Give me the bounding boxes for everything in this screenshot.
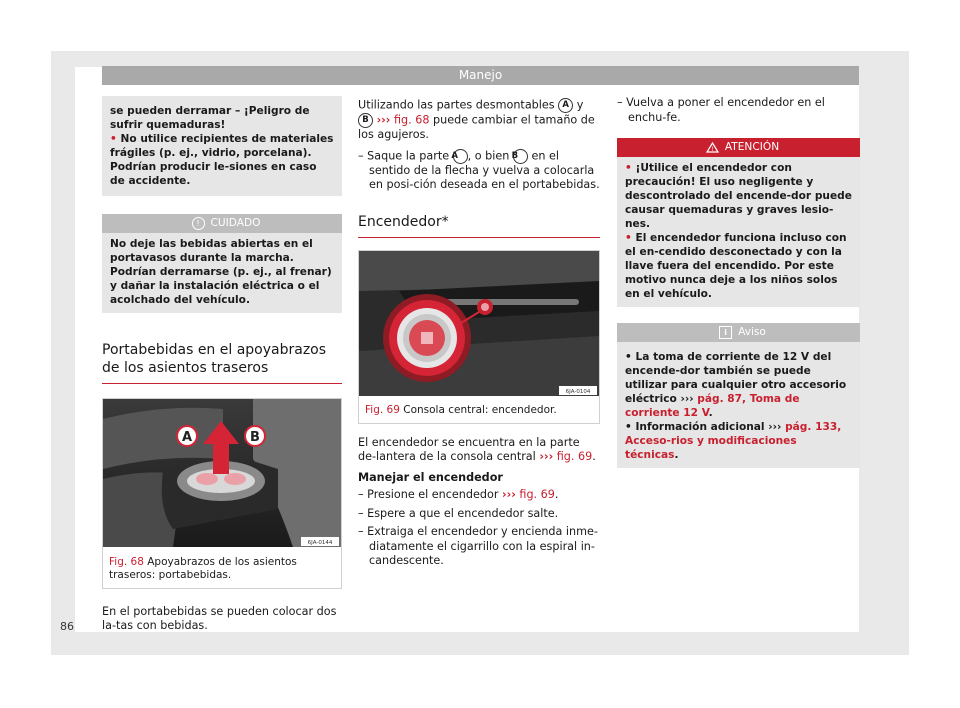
part-b-badge: B [358, 113, 373, 128]
aviso-box [617, 323, 860, 468]
aviso-bullet: • La toma de corriente de 12 V del encende-dor también se puede utilizar para cualquier otro accesorio eléctrico ››› pág. 87, Toma de corriente 12 V. [625, 351, 847, 419]
attention-bullet: • ¡Utilice el encendedor con precaución! El uso negligente y descontrolado del encende-dor puede causar quemaduras y graves lesio-nes. [625, 162, 852, 230]
figure-label-a: A [181, 430, 193, 445]
link-arrow: ››› [680, 393, 694, 405]
column-2 [358, 98, 600, 569]
step-extract: – Extraiga el encendedor y encienda inme-diatamente el cigarrillo con la espiral in-candescente. [358, 525, 598, 567]
lighter-location-paragraph: El encendedor se encuentra en la parte de-lantera de la consola central ››› fig. 69. [358, 435, 596, 463]
subheading-manejar: Manejar el encendedor [358, 470, 503, 484]
link-arrow: ››› [376, 113, 391, 127]
figure-69 [358, 250, 600, 424]
page-number: 86 [60, 620, 74, 633]
figure-69-caption [359, 400, 599, 423]
attention-heading: ATENCIÓN [724, 141, 780, 153]
section-title-encendedor: Encendedor* [358, 213, 600, 238]
attention-box [617, 138, 860, 307]
info-icon: i [719, 326, 732, 339]
warning-triangle-icon [706, 142, 719, 153]
fig-69-link[interactable]: fig. 69 [556, 450, 593, 463]
column-3 [617, 96, 860, 468]
lighter-console-image [359, 251, 599, 396]
link-arrow: ››› [768, 421, 782, 433]
aviso-body [617, 342, 860, 468]
bullet-icon: • [625, 162, 632, 174]
figure-68-caption [103, 552, 341, 588]
part-a-badge: A [558, 98, 573, 113]
step-press: – Presione el encendedor ››› fig. 69. [358, 488, 559, 501]
bullet-icon: • [625, 351, 632, 363]
svg-text:!: ! [711, 145, 714, 153]
step-reinsert: – Vuelva a poner el encendedor en el enchu-fe. [617, 96, 825, 124]
armrest-cupholder-image [103, 399, 341, 547]
caption-text: Consola central: encendedor. [403, 404, 557, 416]
page-133-link[interactable]: pág. 133, Acceso-rios y modificaciones técnicas [625, 421, 842, 461]
warning-bullet: • No utilice recipientes de materiales frágiles (p. ej., vidrio, porcelana). Podrían producir le-siones en caso de accidente. [110, 133, 334, 187]
fig-68-link[interactable]: fig. 68 [393, 113, 430, 127]
step-remove-part: – Saque la parte A , o bien B en el sentido de la flecha y vuelva a colocarla en posi-ción deseada en el portabebidas. [358, 149, 600, 191]
step-wait: – Espere a que el encendedor salte. [358, 506, 559, 520]
warning-line: se pueden derramar – ¡Peligro de sufrir quemaduras! [110, 105, 310, 131]
aviso-header [617, 323, 860, 342]
section-title-portabebidas: Portabebidas en el apoyabrazos de los asientos traseros [102, 341, 342, 384]
caution-box [102, 214, 342, 313]
aviso-heading: Aviso [738, 326, 766, 338]
page-87-link[interactable]: pág. 87, Toma de corriente 12 V [625, 393, 800, 419]
warning-continued-box [102, 96, 342, 196]
caution-header [102, 214, 342, 233]
intro-paragraph: Utilizando las partes desmontables A y B ››› fig. 68 puede cambiar el tamaño de los agujeros. [358, 98, 595, 141]
caution-heading: CUIDADO [210, 217, 261, 229]
link-arrow: ››› [539, 450, 554, 463]
caution-text: No deje las bebidas abiertas en el portavasos durante la marcha. Podrían derramarse (p. ej., al frenar) y dañar la instalación eléctrica o el acolchado del vehículo. [102, 233, 342, 313]
column-1 [102, 96, 342, 634]
caption-number: Fig. 68 [109, 555, 144, 568]
attention-body [617, 157, 860, 307]
figure-68 [102, 398, 342, 589]
part-b-badge: B [513, 149, 528, 164]
part-a-badge: A [453, 149, 468, 164]
bullet-icon: • [110, 133, 117, 145]
attention-header [617, 138, 860, 157]
bullet-icon: • [625, 232, 632, 244]
attention-bullet: • El encendedor funciona incluso con el en-cendido desconectado y con la llave fuera del encendido. Por este motivo nunca deje a los niños solos en el vehículo. [625, 232, 847, 300]
figure-label-b: B [250, 430, 260, 445]
figure-code: 6JA-0144 [307, 540, 333, 546]
body-paragraph: En el portabebidas se pueden colocar dos la-tas con bebidas. [102, 604, 337, 632]
caption-text: Apoyabrazos de los asientos traseros: portabebidas. [109, 555, 297, 581]
link-arrow: ››› [502, 488, 516, 501]
exclamation-circle-icon: ! [192, 217, 205, 230]
running-header: Manejo [102, 66, 859, 85]
bullet-icon: • [625, 421, 632, 433]
caption-number: Fig. 69 [365, 404, 400, 416]
fig-69-link[interactable]: fig. 69 [519, 488, 555, 501]
aviso-bullet: • Información adicional ››› pág. 133, Acceso-rios y modificaciones técnicas. [625, 421, 842, 461]
figure-code: 6JA-0104 [565, 388, 591, 395]
